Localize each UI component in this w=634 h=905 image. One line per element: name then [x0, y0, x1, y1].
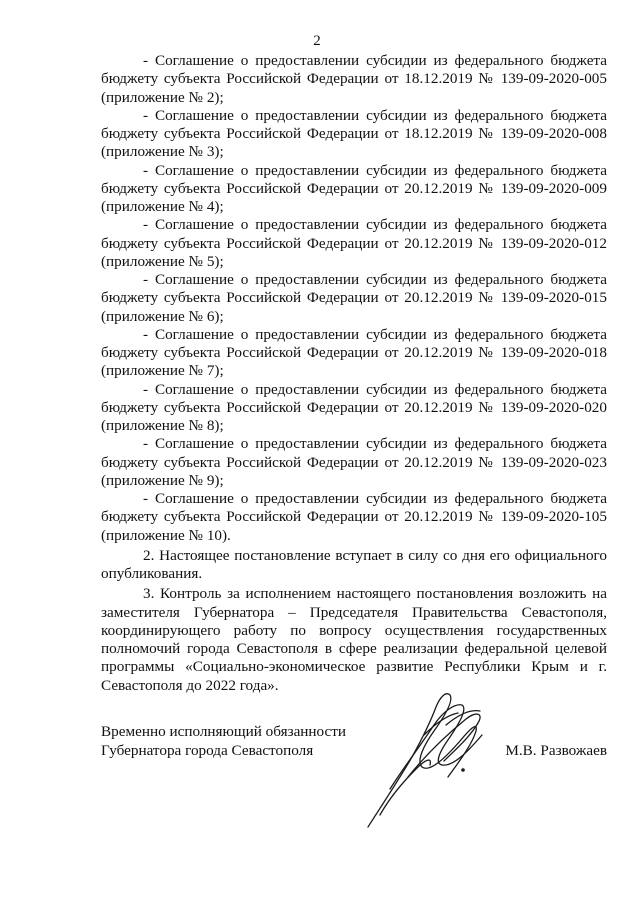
handwritten-signature [350, 665, 500, 840]
agreement-item-7: - Соглашение о предоставлении субсидии из федерального бюджета бюджету субъекта Российской Федерации от 20.12.2019 № 139-09-2020-018 (приложение № 7); [101, 325, 607, 380]
page-number: 2 [313, 33, 321, 49]
signatory-title-line-1: Временно исполняющий обязанности [101, 723, 347, 740]
agreement-item-2: - Соглашение о предоставлении субсидии из федерального бюджета бюджету субъекта Российской Федерации от 18.12.2019 № 139-09-2020-005 (приложение № 2); [101, 52, 607, 106]
agreement-item-10: - Соглашение о предоставлении субсидии из федерального бюджета бюджету субъекта Российской Федерации от 20.12.2019 № 139-09-2020-105 (приложение № 10). [101, 490, 607, 544]
agreement-item-9: - Соглашение о предоставлении субсидии из федерального бюджета бюджету субъекта Российской Федерации от 20.12.2019 № 139-09-2020-023 (приложение № 9); [101, 435, 607, 489]
document-body [101, 52, 607, 695]
signatory-name: М.В. Развожаев [505, 741, 607, 759]
agreement-item-6: - Соглашение о предоставлении субсидии из федерального бюджета бюджету субъекта Российской Федерации от 20.12.2019 № 139-09-2020-015 (приложение № 6); [101, 271, 607, 325]
agreement-item-3: - Соглашение о предоставлении субсидии из федерального бюджета бюджету субъекта Российской Федерации от 18.12.2019 № 139-09-2020-008 (приложение № 3); [101, 106, 607, 161]
signatory-title-line-2: Губернатора города Севастополя [101, 741, 314, 759]
agreement-item-5: - Соглашение о предоставлении субсидии из федерального бюджета бюджету субъекта Российской Федерации от 20.12.2019 № 139-09-2020-012 (приложение № 5); [101, 216, 607, 270]
agreement-item-4: - Соглашение о предоставлении субсидии из федерального бюджета бюджету субъекта Российской Федерации от 20.12.2019 № 139-09-2020-009 (приложение № 4); [101, 161, 607, 215]
agreement-item-8: - Соглашение о предоставлении субсидии из федерального бюджета бюджету субъекта Российской Федерации от 20.12.2019 № 139-09-2020-020 (приложение № 8); [101, 380, 607, 434]
point-2-effective-date: 2. Настоящее постановление вступает в силу со дня его официального опубликования. [101, 546, 607, 582]
point-3-control: 3. Контроль за исполнением настоящего постановления возложить на заместителя Губернатора – Председателя Правительства Севастополя, координирующего работу по вопросу осуществления государственных полномочий города Севастополя в сфере реализации федеральной целевой программы «Социально-экономическое развитие Республики Крым и г. Севастополя до 2022 года». [101, 585, 607, 694]
